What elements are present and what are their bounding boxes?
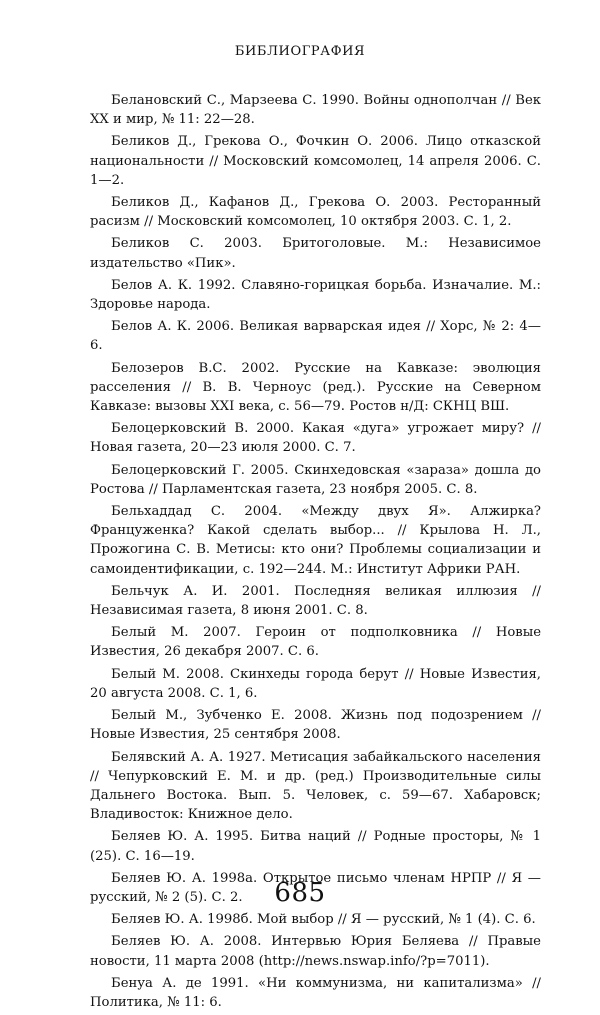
bibliography-entry: Белявский А. А. 1927. Метисация забайкальского населения // Чепурковский Е. М. и др. (ред.) Производительные силы Дальнего Востока. Вып. 5. Человек, с. 59—67. Хабаровск; Владивосток: Книжное дело.: [90, 749, 541, 823]
running-head: БИБЛИОГРАФИЯ: [234, 44, 366, 59]
bibliography-entry: Белоцерковский В. 2000. Какая «дуга» угрожает миру? // Новая газета, 20—23 июля 2000. С. 7.: [90, 421, 541, 456]
bibliography-entry: Беликов С. 2003. Бритоголовые. М.: Независимое издательство «Пик».: [90, 236, 541, 271]
bibliography-entry: Белов А. К. 1992. Славяно-горицкая борьба. Изначалие. М.: Здоровье народа.: [90, 277, 541, 313]
bibliography-entry: Белановский С., Марзеева С. 1990. Войны однополчан // Век XX и мир, № 11: 22—28.: [90, 93, 541, 128]
bibliography-entry: Белоцерковский Г. 2005. Скинхедовская «зараза» дошла до Ростова // Парламентская газета, 23 ноября 2005. С. 8.: [90, 462, 541, 497]
bibliography-entry: Беляев Ю. А. 1998б. Мой выбор // Я — русский, № 1 (4). С. 6.: [111, 912, 536, 928]
bibliography-entry: Беликов Д., Грекова О., Фочкин О. 2006. Лицо отказской национальности // Московский комсомолец, 14 апреля 2006. С. 1—2.: [90, 134, 541, 188]
bibliography-list: [90, 91, 541, 1015]
bibliography-entry: Бенуа А. де 1991. «Ни коммунизма, ни капитализма» // Политика, № 11: 6.: [90, 975, 541, 1010]
bibliography-entry: Белый М. 2008. Скинхеды города берут // Новые Известия, 20 августа 2008. С. 1, 6.: [90, 666, 541, 701]
bibliography-entry: Белов А. К. 2006. Великая варварская идея // Хорс, № 2: 4—6.: [90, 319, 541, 354]
bibliography-entry: Белый М. 2007. Героин от подполковника // Новые Известия, 26 декабря 2007. С. 6.: [90, 625, 541, 660]
bibliography-entry: Бельхаддад С. 2004. «Между двух Я». Алжирка? Француженка? Какой сделать выбор... // Крылова Н. Л., Прожогина С. В. Метисы: кто они? Проблемы социализации и самоидентификации, с. 192—244. М.: Институт Африки РАН.: [90, 504, 541, 577]
bibliography-entry: Беляев Ю. А. 1998а. Открытое письмо членам НРПР // Я — русский, № 2 (5). С. 2.: [90, 870, 541, 905]
bibliography-entry: Беляев Ю. А. 1995. Битва наций // Родные просторы, № 1 (25). С. 16—19.: [90, 829, 541, 864]
bibliography-entry: Беляев Ю. А. 2008. Интервью Юрия Беляева // Правые новости, 11 марта 2008 (http://news.nswap.info/?p=7011).: [90, 934, 541, 969]
page-number: 685: [274, 878, 326, 908]
bibliography-entry: Беликов Д., Кафанов Д., Грекова О. 2003. Ресторанный расизм // Московский комсомолец, 10 октября 2003. С. 1, 2.: [90, 195, 541, 230]
bibliography-entry: Белый М., Зубченко Е. 2008. Жизнь под подозрением // Новые Известия, 25 сентября 2008.: [90, 708, 541, 743]
bibliography-entry: Белозеров В.С. 2002. Русские на Кавказе: эволюция расселения // В. В. Черноус (ред.). Русские на Северном Кавказе: вызовы XXI века, с. 56—79. Ростов н/Д: СКНЦ ВШ.: [90, 360, 541, 415]
bibliography-entry: Бельчук А. И. 2001. Последняя великая иллюзия // Независимая газета, 8 июня 2001. С. 8.: [90, 583, 541, 619]
